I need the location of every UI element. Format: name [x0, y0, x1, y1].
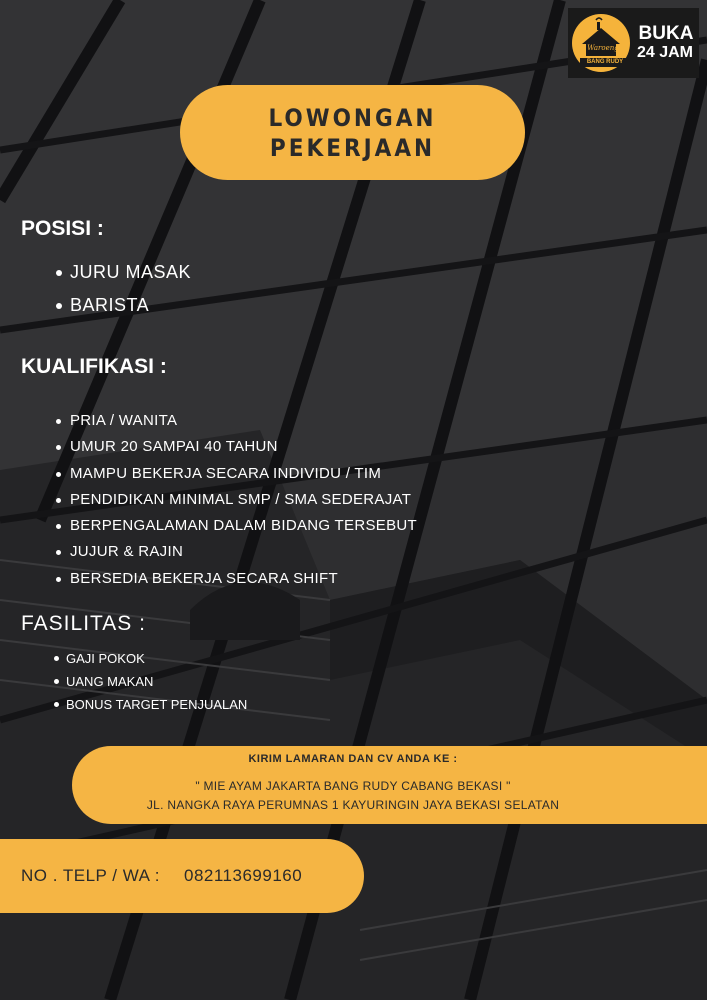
telp-label: NO . TELP / WA : [21, 866, 161, 885]
kirim-address: JL. NANGKA RAYA PERUMNAS 1 KAYURINGIN JAYA BEKASI SELATAN [146, 798, 560, 812]
kirim-company: " MIE AYAM JAKARTA BANG RUDY CABANG BEKASI " [195, 779, 511, 793]
list-item: BONUS TARGET PENJUALAN [52, 693, 247, 716]
logo-script-text: Waroeng [587, 44, 619, 52]
logo-circle [572, 14, 630, 72]
title-pill [180, 85, 525, 180]
list-item: JUJUR & RAJIN [54, 539, 417, 565]
list-item: PRIA / WANITA [54, 408, 417, 434]
posisi-list [54, 256, 191, 322]
list-item: BERSEDIA BEKERJA SECARA SHIFT [54, 566, 417, 592]
logo-badge [568, 8, 699, 78]
logo-name: BANG RUDY [580, 58, 630, 67]
list-item: UANG MAKAN [52, 670, 247, 693]
list-item: JURU MASAK [54, 256, 191, 289]
title-line-2: PEKERJAAN [269, 133, 436, 162]
fasilitas-list [52, 647, 247, 716]
telp-number[interactable]: 082113699160 [184, 866, 303, 885]
list-item: GAJI POKOK [52, 647, 247, 670]
list-item: PENDIDIKAN MINIMAL SMP / SMA SEDERAJAT [54, 487, 417, 513]
kualifikasi-heading: KUALIFIKASI : [21, 355, 167, 378]
kirim-lamaran-pill [72, 746, 707, 824]
kualifikasi-list [54, 408, 417, 592]
list-item: BARISTA [54, 289, 191, 322]
posisi-heading: POSISI : [21, 217, 104, 240]
fasilitas-heading: FASILITAS : [21, 612, 146, 635]
badge-buka: BUKA [638, 23, 694, 44]
badge-24-jam: 24 JAM [636, 44, 694, 61]
telp-pill [0, 839, 364, 913]
list-item: UMUR 20 SAMPAI 40 TAHUN [54, 434, 417, 460]
list-item: BERPENGALAMAN DALAM BIDANG TERSEBUT [54, 513, 417, 539]
title-line-1: LOWONGAN [268, 103, 437, 132]
list-item: MAMPU BEKERJA SECARA INDIVIDU / TIM [54, 461, 417, 487]
kirim-heading: KIRIM LAMARAN DAN CV ANDA KE : [248, 753, 458, 765]
